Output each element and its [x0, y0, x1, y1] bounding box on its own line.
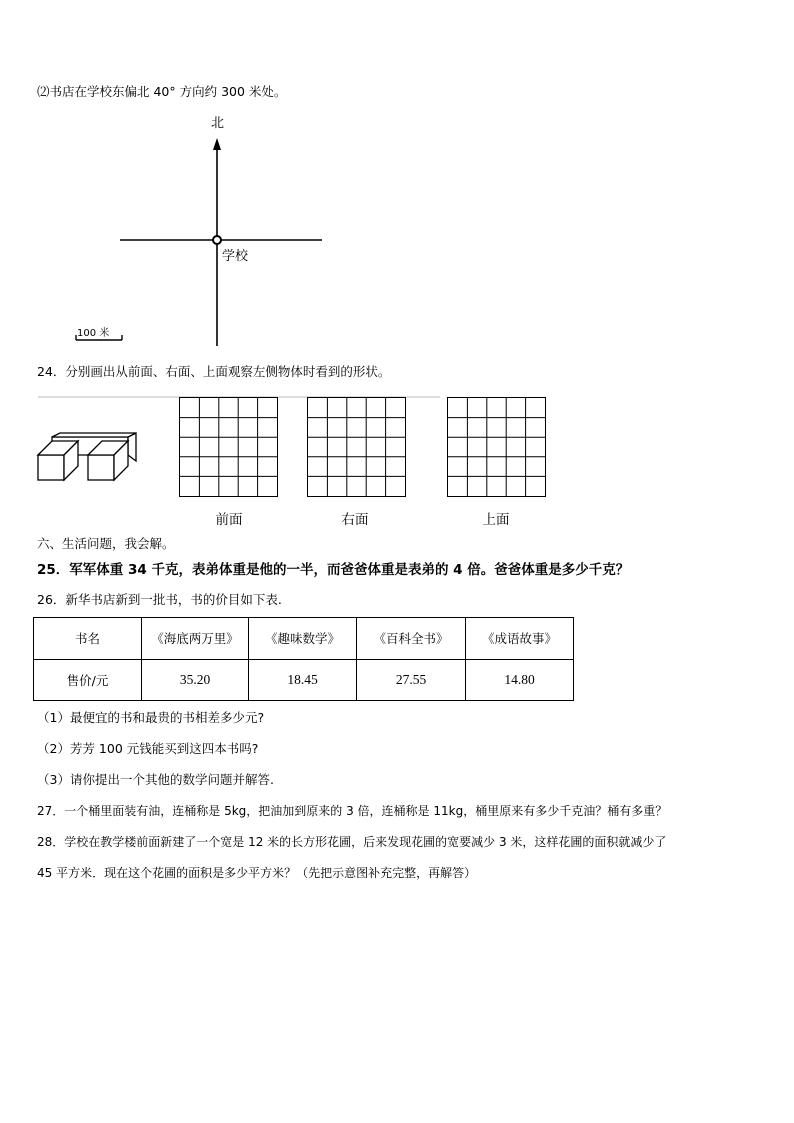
q26-text: 26．新华书店新到一批书，书的价目如下表.	[37, 592, 282, 607]
school-point-icon	[213, 236, 221, 244]
q26-sub1: （1）最便宜的书和最贵的书相差多少元?	[37, 710, 265, 725]
q26-sub2: （2）芳芳 100 元钱能买到这四本书吗?	[37, 741, 259, 756]
caption-front: 前面	[215, 512, 243, 528]
school-label: 学校	[222, 249, 249, 264]
section6-heading: 六、生活问题，我会解。	[37, 536, 175, 551]
top-grid-lines	[448, 398, 545, 496]
top-view-grid[interactable]	[447, 397, 546, 497]
table-cell: 书名	[34, 618, 142, 660]
q24-text: 24．分别画出从前面、右面、上面观察左侧物体时看到的形状。	[37, 364, 391, 379]
q28-line1: 28．学校在教学楼前面新建了一个宽是 12 米的长方形花圃，后来发现花圃的宽要减少 3 米，这样花圃的面积就减少了	[37, 835, 667, 849]
table-cell: 27.55	[357, 659, 466, 701]
table-cell: 《百科全书》	[357, 618, 466, 660]
north-label: 北	[211, 116, 225, 131]
q27-text: 27．一个桶里面装有油，连桶称是 5kg，把油加到原来的 3 倍，连桶称是 11kg，桶里原来有多少千克油？桶有多重？	[37, 804, 668, 818]
table-cell: 35.20	[142, 659, 249, 701]
table-cell: 售价/元	[34, 659, 142, 701]
table-cell: 18.45	[249, 659, 357, 701]
front-grid-lines	[180, 398, 277, 496]
block-object	[36, 433, 146, 493]
scale-label: 100 米	[77, 328, 110, 339]
right-grid-lines	[308, 398, 405, 496]
table-cell: 《成语故事》	[466, 618, 574, 660]
table-row	[34, 659, 574, 701]
right-view-grid[interactable]	[307, 397, 406, 497]
compass-lines	[0, 0, 794, 360]
caption-right: 右面	[341, 512, 369, 528]
table-cell: 14.80	[466, 659, 574, 701]
caption-top: 上面	[482, 512, 510, 528]
price-table	[33, 617, 574, 701]
table-header-row	[34, 618, 574, 660]
front-view-grid[interactable]	[179, 397, 278, 497]
q25-text: 25．军军体重 34 千克，表弟体重是他的一半，而爸爸体重是表弟的 4 倍。爸爸体重是多少千克？	[37, 562, 630, 578]
table-cell: 《趣味数学》	[249, 618, 357, 660]
table-cell: 《海底两万里》	[142, 618, 249, 660]
q26-sub3: （3）请你提出一个其他的数学问题并解答.	[37, 772, 274, 787]
q23-part2-text: ⑵书店在学校东偏北 40° 方向约 300 米处。	[37, 84, 287, 99]
q28-line2: 45 平方米．现在这个花圃的面积是多少平方米？（先把示意图补充完整，再解答）	[37, 866, 477, 880]
north-arrow-icon	[213, 138, 221, 150]
